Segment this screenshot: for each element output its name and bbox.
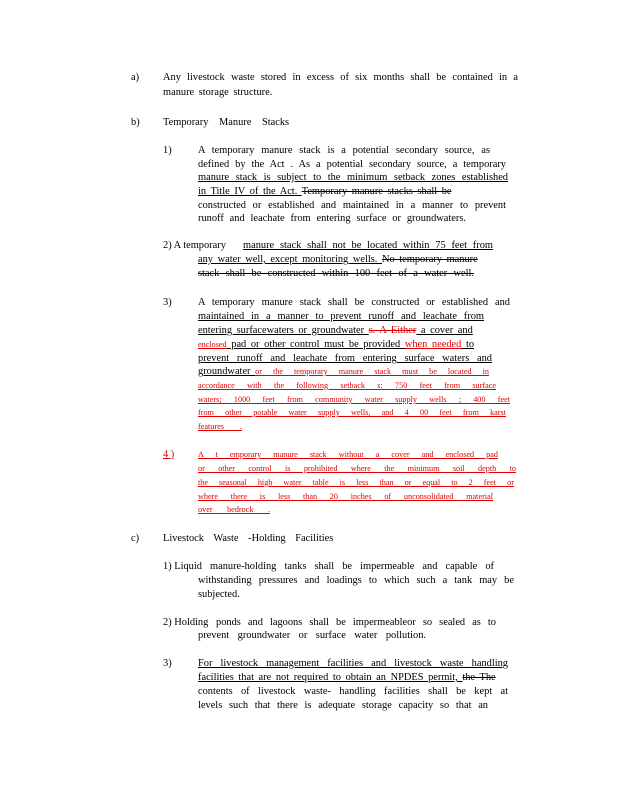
item-c-heading: Livestock Waste -Holding Facilities (163, 533, 334, 544)
b1-line-4 (198, 186, 452, 198)
b3-line-3-a: entering surfacewaters or groundwater (198, 325, 369, 336)
b3-line-8: waters; 1000 feet from community water supply wells ; 400 feet (198, 395, 510, 404)
b3-line-3-c: a cover and (416, 325, 473, 336)
c1-line-1: manure-holding tanks shall be impermeable and capable of (210, 561, 494, 572)
item-marker-b: b) (131, 117, 140, 128)
b2-line-2 (198, 254, 478, 266)
b2-line-3: stack shall be constructed within 100 feet of a water well. (198, 268, 474, 279)
b1-line-2: defined by the Act . As a potential secondary source, a temporary (198, 159, 506, 170)
b2-marker: 2) A temporary (163, 240, 226, 251)
b3-line-7: accordance with the following setback s: 750 feet from surface (198, 381, 496, 390)
c2-line-2: prevent groundwater or surface water pollution. (198, 630, 426, 641)
c3-line-2 (198, 672, 496, 684)
c2-marker: 2) Holding (163, 617, 209, 628)
b1-marker: 1) (163, 145, 172, 156)
b3-line-6 (198, 366, 489, 378)
b2-line-2-deleted: No temporary manure (381, 254, 478, 265)
c3-marker: 3) (163, 658, 172, 669)
b1-line-3: manure stack is subject to the minimum setback zones established (198, 172, 508, 183)
b3-line-4 (198, 339, 474, 351)
b3-line-9: from other potable water supply wells, and 4 00 feet from karst (198, 408, 506, 417)
c3-line-3: contents of livestock waste- handling facilities shall be kept at (198, 686, 508, 697)
b1-line-4-deleted: Temporary manure stacks shall be (301, 186, 452, 197)
b1-line-5: constructed or established and maintained in a manner to prevent (198, 200, 506, 211)
b2-line-1: manure stack shall not be located within 75 feet from (243, 240, 493, 251)
b1-line-4-inserted: in Title IV of the Act. (198, 186, 302, 197)
b3-marker: 3) (163, 297, 172, 308)
c2-line-1: ponds and lagoons shall be impermeableor so sealed as to (216, 617, 496, 628)
b3-line-3-deleted: s. A Either (368, 325, 417, 336)
c1-line-2: withstanding pressures and loadings to which such a tank may be (198, 575, 514, 586)
b3-line-2: maintained in a manner to prevent runoff and leachate from (198, 311, 484, 322)
b3-line-4-to: to (461, 339, 475, 350)
b3-line-5: prevent runoff and leachate from entering surface waters and (198, 353, 492, 364)
b4-line-1: A t emporary manure stack without a cover and enclosed pad (198, 450, 498, 459)
b3-line-4-enclosed: enclosed (198, 340, 227, 349)
b3-line-3 (198, 325, 473, 337)
b1-line-1: A temporary manure stack is a potential secondary source, as (198, 145, 490, 156)
item-a-line-2: manure storage structure. (163, 87, 273, 98)
c1-line-3: subjected. (198, 589, 240, 600)
c3-line-2-deleted: the The (462, 672, 496, 683)
c3-line-2-inserted: facilities that are not required to obtain an NPDES permit, (198, 672, 463, 683)
b3-line-6-a: groundwater (198, 366, 256, 377)
b4-line-3: the seasonal high water table is less than or equal to 2 feet or (198, 478, 514, 487)
c1-marker: 1) Liquid (163, 561, 202, 572)
item-a-line-1: Any livestock waste stored in excess of six months shall be contained in a (163, 72, 518, 83)
b1-line-6: runoff and leachate from entering surface or groundwaters. (198, 213, 466, 224)
c3-line-1: For livestock management facilities and livestock waste handling (198, 658, 508, 669)
b4-line-5: over bedrock . (198, 505, 270, 514)
item-b-heading: Temporary Manure Stacks (163, 117, 290, 128)
b3-line-6-b: or the temporary manure stack must be located in (255, 367, 489, 376)
c3-line-4: levels such that there is adequate storage capacity so that an (198, 700, 488, 711)
item-marker-a: a) (131, 72, 140, 83)
b3-line-4-b: pad or other control must be provided (226, 339, 405, 350)
b4-marker: 4 ) (163, 449, 175, 460)
item-marker-c: c) (131, 533, 140, 544)
b2-line-2-inserted: any water well, except monitoring wells. (198, 254, 382, 265)
b3-line-4-when-needed: when needed (404, 339, 462, 350)
b4-line-2: or other control is prohibited where the minimum soil depth to (198, 464, 516, 473)
b4-line-4: where there is less than 20 inches of unconsolidated material (198, 492, 493, 501)
b3-line-10: features . (198, 422, 242, 431)
b3-line-1: A temporary manure stack shall be constructed or established and (198, 297, 510, 308)
